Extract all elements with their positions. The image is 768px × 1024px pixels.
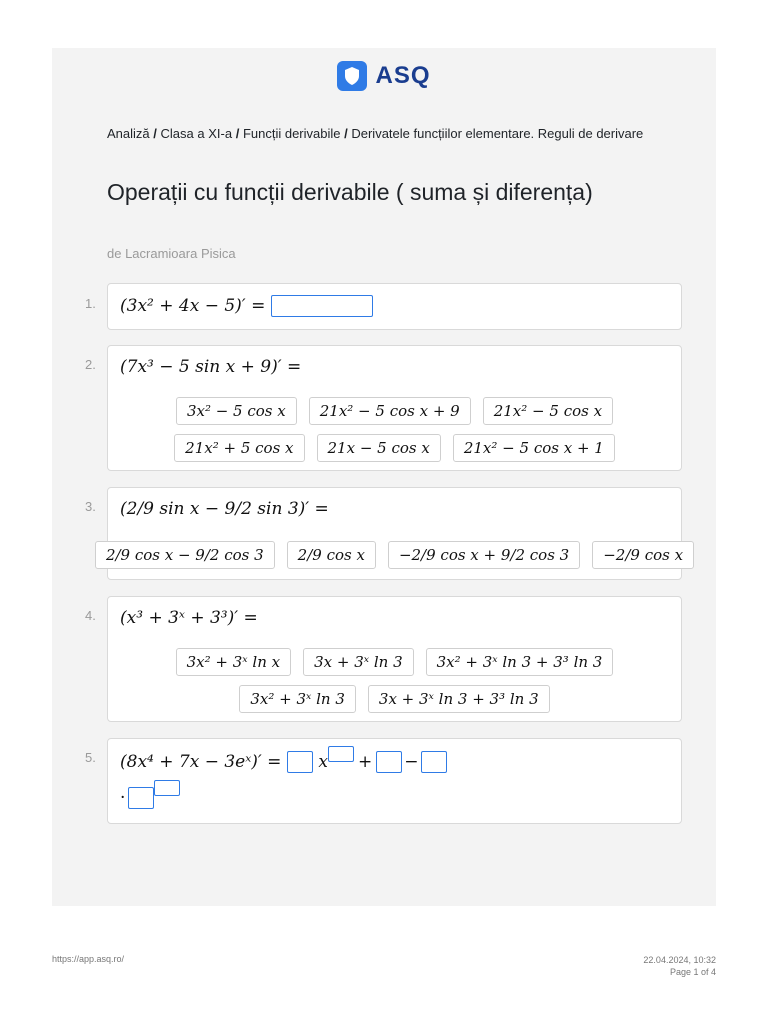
question-card-1 [107,283,682,330]
answer-input[interactable] [128,787,154,809]
question-text: (3x² + 4x − 5)′ = [120,296,266,316]
answer-option[interactable]: 2/9 cos x − 9/2 cos 3 [95,541,275,569]
answer-input[interactable] [271,295,373,317]
question-expression [120,295,373,317]
answer-option[interactable]: 21x² − 5 cos x + 1 [453,434,615,462]
breadcrumb [107,125,677,143]
question-text: (x³ + 3ˣ + 3³)′ = [120,608,258,628]
question-text: (2/9 sin x − 9/2 sin 3)′ = [120,499,329,519]
answer-option[interactable]: 3x² + 3ˣ ln 3 [239,685,356,713]
answer-input[interactable] [376,751,402,773]
plus-sign: + [358,752,373,772]
exponent-input[interactable] [154,780,180,796]
answer-option[interactable]: 2/9 cos x [287,541,376,569]
footer-page: Page 1 of 4 [669,967,716,977]
question-number: 3. [85,499,96,514]
question-card-5 [107,738,682,824]
answer-input[interactable] [421,751,447,773]
breadcrumb-item[interactable]: Derivatele funcțiilor elementare. Reguli de derivare [351,126,644,141]
answer-option[interactable]: 21x − 5 cos x [317,434,441,462]
question-card-3 [107,487,682,580]
shield-icon [337,61,367,91]
answer-option[interactable]: 21x² + 5 cos x [174,434,304,462]
answer-option[interactable]: 3x + 3ˣ ln 3 + 3³ ln 3 [368,685,550,713]
question-text: (7x³ − 5 sin x + 9)′ = [120,357,302,377]
question-number: 1. [85,296,96,311]
answer-option[interactable]: 21x² − 5 cos x + 9 [309,397,471,425]
minus-sign: − [404,752,419,772]
asq-logo [52,60,716,92]
breadcrumb-separator: / [344,126,348,141]
worksheet-page [52,48,716,906]
dot-operator: · [120,788,126,808]
question-number: 5. [85,750,96,765]
author: de Lacramioara Pisica [107,246,236,261]
question-expression [120,751,447,773]
answer-option[interactable]: 3x + 3ˣ ln 3 [303,648,414,676]
footer-info [643,954,716,978]
variable-x: x [318,752,329,772]
page-title: Operații cu funcții derivabile ( suma și diferența) [107,179,593,205]
answer-input[interactable] [287,751,313,773]
answer-option[interactable]: 3x² + 3ˣ ln x [176,648,291,676]
breadcrumb-separator: / [153,126,157,141]
footer-url: https://app.asq.ro/ [52,954,125,964]
question-text: (8x⁴ + 7x − 3eˣ)′ = [120,752,282,772]
footer-date: 22.04.2024, 10:32 [643,955,716,965]
brand-name: ASQ [375,62,431,89]
answer-option[interactable]: 3x² − 5 cos x [176,397,297,425]
question-card-2 [107,345,682,471]
question-number: 2. [85,357,96,372]
breadcrumb-item[interactable]: Funcții derivabile [242,126,341,141]
exponent-input[interactable] [328,746,354,762]
question-card-4 [107,596,682,722]
answer-option[interactable]: 3x² + 3ˣ ln 3 + 3³ ln 3 [426,648,614,676]
breadcrumb-item[interactable]: Analiză [107,126,150,141]
breadcrumb-separator: / [235,126,240,141]
breadcrumb-item[interactable]: Clasa a XI-a [160,126,233,141]
question-expression-line-2 [120,787,180,809]
question-number: 4. [85,608,96,623]
answer-option[interactable]: −2/9 cos x + 9/2 cos 3 [388,541,580,569]
answer-option[interactable]: −2/9 cos x [592,541,694,569]
answer-option[interactable]: 21x² − 5 cos x [483,397,613,425]
